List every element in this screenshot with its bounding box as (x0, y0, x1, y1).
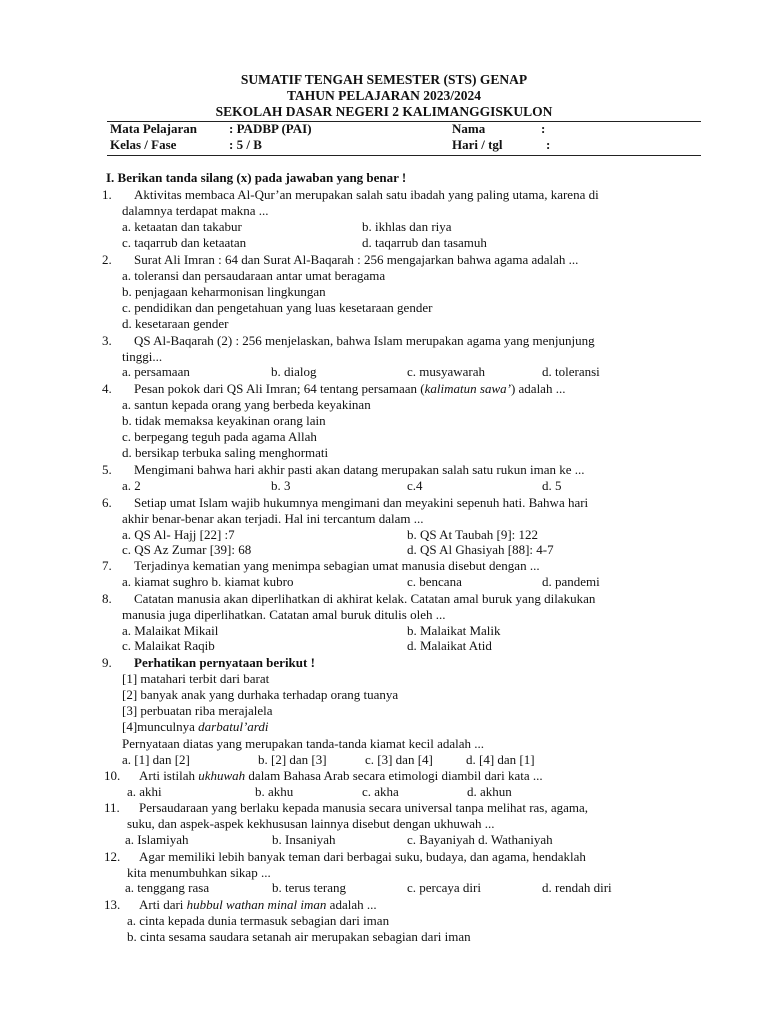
question-text: kita menumbuhkan sikap ... (127, 865, 271, 880)
subject-value: : PADBP (PAI) (229, 121, 312, 136)
answer-option: c. pendidikan dan pengetahuan yang luas kesetaraan gender (122, 300, 433, 315)
question-text-part: Arti istilah (139, 768, 199, 783)
question-text-italic: kalimatun sawa’ (424, 381, 511, 396)
statement-item: [2] banyak anak yang durhaka terhadap orang tuanya (122, 687, 399, 702)
day-value: : (546, 137, 551, 152)
question-text (134, 381, 565, 397)
question-number: 11. (104, 800, 120, 815)
question-text-italic: ukhuwah (198, 768, 246, 783)
question-text: Setiap umat Islam wajib hukumnya mengimani dan meyakini sepenuh hati. Bahwa hari (134, 495, 589, 510)
header-bottom-rule (107, 155, 701, 156)
answer-option: d. taqarrub dan tasamuh (362, 235, 487, 250)
name-label: Nama (452, 121, 486, 136)
question-text: Aktivitas membaca Al-Qur’an merupakan salah satu ibadah yang paling utama, karena di (134, 187, 599, 202)
question-text: Persaudaraan yang berlaku kepada manusia secara universal tanpa melihat ras, agama, (139, 800, 589, 815)
exam-title: SUMATIF TENGAH SEMESTER (STS) GENAP (240, 72, 528, 87)
school-year: TAHUN PELAJARAN 2023/2024 (286, 88, 481, 103)
statement-item: [1] matahari terbit dari barat (122, 671, 270, 686)
answer-option: a. cinta kepada dunia termasuk sebagian dari iman (127, 913, 390, 928)
answer-option: d. rendah diri (542, 880, 612, 895)
subject-label: Mata Pelajaran (110, 121, 198, 136)
question-number: 6. (102, 495, 112, 510)
question-text: Mengimani bahwa hari akhir pasti akan datang merupakan salah satu rukun iman ke ... (134, 462, 585, 477)
question-number: 5. (102, 462, 112, 477)
answer-option: d. kesetaraan gender (122, 316, 229, 331)
answer-option: c. bencana (407, 574, 462, 589)
answer-option: d. toleransi (542, 364, 600, 379)
question-text: Surat Ali Imran : 64 dan Surat Al-Baqarah : 256 mengajarkan bahwa agama adalah ... (134, 252, 579, 267)
question-text-part: dalam Bahasa Arab secara etimologi diambil dari kata ... (245, 768, 543, 783)
statement-item (122, 719, 268, 735)
answer-option: a. 2 (122, 478, 141, 493)
answer-option: d. 5 (542, 478, 562, 493)
question-number: 12. (104, 849, 121, 864)
question-number: 7. (102, 558, 112, 573)
question-text (139, 768, 543, 784)
question-text: Pernyataan diatas yang merupakan tanda-tanda kiamat kecil adalah ... (122, 736, 485, 751)
question-text-italic: hubbul wathan minal iman (186, 897, 327, 912)
answer-option: d. QS Al Ghasiyah [88]: 4-7 (407, 542, 554, 557)
answer-option: c. musyawarah (407, 364, 485, 379)
question-text: akhir benar-benar akan terjadi. Hal ini tercantum dalam ... (122, 511, 424, 526)
answer-option: b. cinta sesama saudara setanah air merupakan sebagian dari iman (127, 929, 471, 944)
answer-option: b. ikhlas dan riya (362, 219, 452, 234)
question-text (139, 897, 377, 913)
answer-option: b. akhu (255, 784, 294, 799)
answer-option: b. Insaniyah (272, 832, 336, 847)
question-text-part: Arti dari (139, 897, 187, 912)
answer-option: b. penjagaan keharmonisan lingkungan (122, 284, 326, 299)
question-number: 13. (104, 897, 121, 912)
question-number: 4. (102, 381, 112, 396)
answer-option: b. [2] dan [3] (258, 752, 327, 767)
question-text-part: Pesan pokok dari QS Ali Imran; 64 tentang persamaan ( (134, 381, 425, 396)
answer-option: a. ketaatan dan takabur (122, 219, 242, 234)
question-text-part: ) adalah ... (510, 381, 566, 396)
answer-option: d. [4] dan [1] (466, 752, 535, 767)
question-number: 9. (102, 655, 112, 670)
day-label: Hari / tgl (452, 137, 503, 152)
answer-option: c. Bayaniyah d. Wathaniyah (407, 832, 553, 847)
answer-option: b. dialog (271, 364, 317, 379)
answer-option: b. Malaikat Malik (407, 623, 501, 638)
answer-option: c. Malaikat Raqib (122, 638, 215, 653)
answer-option: c.4 (407, 478, 423, 493)
answer-option: b. QS At Taubah [9]: 122 (407, 527, 539, 542)
answer-option: a. akhi (127, 784, 162, 799)
answer-option: c. percaya diri (407, 880, 481, 895)
question-text: Terjadinya kematian yang menimpa sebagian umat manusia disebut dengan ... (134, 558, 540, 573)
answer-option: d. Malaikat Atid (407, 638, 492, 653)
statement-item: [3] perbuatan riba merajalela (122, 703, 273, 718)
question-text: dalamnya terdapat makna ... (122, 203, 269, 218)
answer-option: c. taqarrub dan ketaatan (122, 235, 247, 250)
answer-option: c. QS Az Zumar [39]: 68 (122, 542, 252, 557)
name-value: : (541, 121, 546, 136)
answer-option: b. tidak memaksa keyakinan orang lain (122, 413, 326, 428)
answer-option: a. persamaan (122, 364, 190, 379)
question-text: tinggi... (122, 349, 163, 364)
answer-option: b. terus terang (272, 880, 347, 895)
answer-option: b. 3 (271, 478, 291, 493)
answer-option: a. QS Al- Hajj [22] :7 (122, 527, 235, 542)
question-number: 10. (104, 768, 121, 783)
class-label: Kelas / Fase (110, 137, 177, 152)
question-text: manusia juga diperlihatkan. Catatan amal buruk ditulis oleh ... (122, 607, 446, 622)
question-number: 1. (102, 187, 112, 202)
answer-option: a. kiamat sughro b. kiamat kubro (122, 574, 294, 589)
answer-option: a. Islamiyah (125, 832, 189, 847)
answer-option: c. berpegang teguh pada agama Allah (122, 429, 317, 444)
question-number: 3. (102, 333, 112, 348)
answer-option: d. bersikap terbuka saling menghormati (122, 445, 329, 460)
question-text: QS Al-Baqarah (2) : 256 menjelaskan, bahwa Islam merupakan agama yang menjunjung (134, 333, 595, 348)
question-number: 2. (102, 252, 112, 267)
answer-option: a. Malaikat Mikail (122, 623, 219, 638)
school-name: SEKOLAH DASAR NEGERI 2 KALIMANGGISKULON (215, 104, 553, 119)
statement-text-italic: darbatul’ardi (198, 719, 269, 734)
answer-option: c. [3] dan [4] (365, 752, 433, 767)
answer-option: a. tenggang rasa (125, 880, 210, 895)
answer-option: d. pandemi (542, 574, 600, 589)
section-title: I. Berikan tanda silang (x) pada jawaban yang benar ! (106, 170, 407, 185)
question-text: Catatan manusia akan diperlihatkan di akhirat kelak. Catatan amal buruk yang dilakukan (134, 591, 596, 606)
question-number: 8. (102, 591, 112, 606)
statement-text: [4]munculnya (122, 719, 199, 734)
answer-option: a. toleransi dan persaudaraan antar umat beragama (122, 268, 386, 283)
class-value: : 5 / B (229, 137, 262, 152)
answer-option: a. [1] dan [2] (122, 752, 190, 767)
answer-option: a. santun kepada orang yang berbeda keyakinan (122, 397, 371, 412)
answer-option: d. akhun (467, 784, 512, 799)
question-text: Agar memiliki lebih banyak teman dari berbagai suku, budaya, dan agama, hendaklah (139, 849, 586, 864)
question-text-part: adalah ... (326, 897, 377, 912)
question-text: Perhatikan pernyataan berikut ! (134, 655, 315, 670)
question-text: suku, dan aspek-aspek kekhususan lainnya disebut dengan ukhuwah ... (127, 816, 495, 831)
answer-option: c. akha (362, 784, 399, 799)
